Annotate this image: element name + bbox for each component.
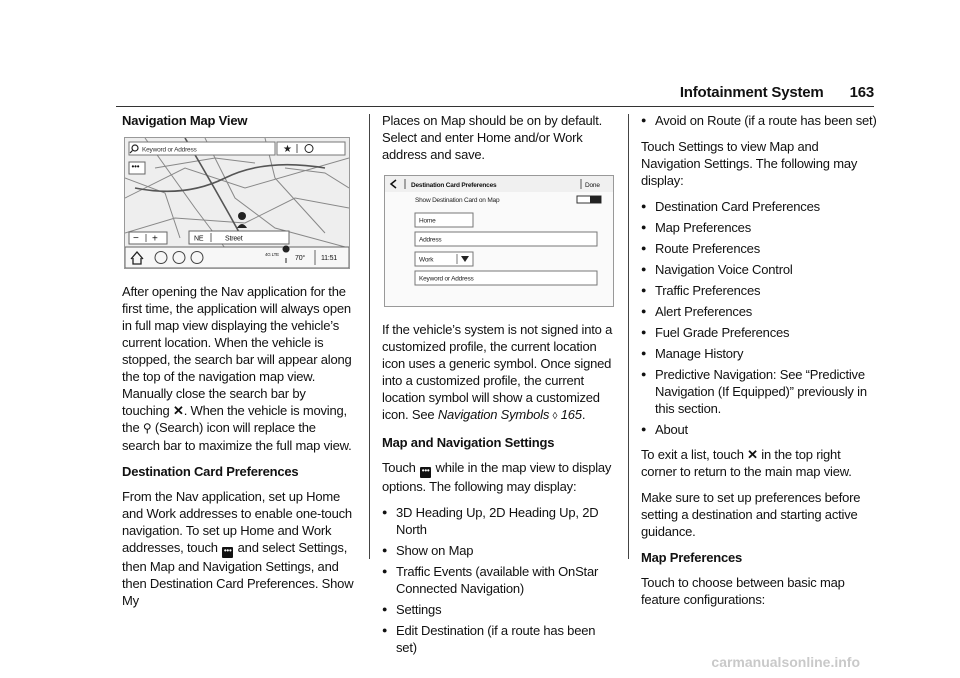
list-item: ● Predictive Navigation: See “Predictive Navigation (If Equipped)” previously in this section. — [641, 366, 877, 417]
work-select: Work — [419, 256, 434, 264]
header-title: Infotainment System — [679, 84, 824, 101]
heading-destination-card-preferences: Destination Card Preferences — [122, 464, 299, 479]
paragraph-map-preferences: Touch to choose between basic map feature configurations: — [641, 575, 845, 607]
column-divider-2 — [628, 114, 629, 559]
column-divider-1 — [369, 114, 370, 559]
heading-map-preferences: Map Preferences — [641, 550, 743, 565]
paragraph-map-view: After opening the Nav application for the first time, the application will always open in full map view displaying the vehicle’s current location. When the vehicle is stopped, the search bar will appear along the top of the navigation map view. Manually close the search bar by touching ✕. When the vehicle is moving, the ⚲ (Search) icon will replace the search bar to maximize the full map view. — [122, 284, 352, 453]
options-list — [382, 504, 614, 656]
paragraph-destination-card: From the Nav application, set up Home and Work addresses to enable one-touch navigation. To set up Home and Work addresses, touch ••• and select Settings, then Map and Navigation Settings, and then Destination Card Preferences. Show My — [122, 489, 354, 608]
close-x-icon: ✕ — [747, 447, 758, 462]
keyword-field: Keyword or Address — [419, 275, 474, 283]
column-2 — [382, 112, 614, 660]
vehicle-location-icon — [238, 212, 246, 220]
toggle-switch — [590, 196, 601, 203]
settings-list — [641, 198, 877, 438]
paragraph-touch-settings: Touch Settings to view Map and Navigation Settings. The following may display: — [641, 139, 858, 188]
list-item: ● Map Preferences — [641, 219, 877, 236]
lte-indicator: 4G LTE — [265, 252, 279, 257]
list-item: ● Edit Destination (if a route has been set) — [382, 622, 614, 656]
page-ref-icon: ◊ — [552, 411, 558, 422]
destination-card-preferences-figure — [384, 175, 614, 307]
list-item: ● Navigation Voice Control — [641, 261, 877, 278]
page-number: 163 — [849, 84, 874, 101]
search-magnifier-icon: ⚲ — [142, 421, 152, 435]
navigation-map-figure — [124, 137, 350, 269]
site-watermark: carmanualsonline.info — [711, 654, 860, 670]
list-item: ● Destination Card Preferences — [641, 198, 877, 215]
list-item: ● Traffic Events (available with OnStar Connected Navigation) — [382, 563, 614, 597]
clock-text: 11:51 — [321, 255, 337, 262]
paragraph-preferences-before: Make sure to set up preferences before setting a destination and starting active guidance. — [641, 490, 861, 539]
paragraph-touch-options: Touch ••• while in the map view to display options. The following may display: — [382, 460, 612, 494]
paragraph-exit-list: To exit a list, touch ✕ in the top right corner to return to the main map view. — [641, 447, 852, 479]
address-field: Address — [419, 236, 442, 244]
show-card-label: Show Destination Card on Map — [415, 197, 500, 204]
heading-map-nav-settings: Map and Navigation Settings — [382, 435, 555, 450]
favorite-star-icon: ★ — [283, 144, 292, 155]
list-item: ● Avoid on Route (if a route has been set) — [641, 112, 877, 129]
list-item: ● Traffic Preferences — [641, 282, 877, 299]
more-options-icon: ••• — [222, 547, 233, 558]
navigation-symbols-link[interactable]: Navigation Symbols — [437, 407, 550, 422]
map-heading-text: NE — [194, 235, 204, 243]
heading-navigation-map-view: Navigation Map View — [122, 113, 248, 128]
list-item: ● Fuel Grade Preferences — [641, 324, 877, 341]
page-ref-number: 165 — [560, 407, 582, 422]
zoom-in-icon: + — [152, 233, 158, 245]
home-field: Home — [419, 217, 436, 225]
page-header — [680, 84, 874, 101]
list-item: ● Alert Preferences — [641, 303, 877, 320]
more-options-icon: ••• — [131, 162, 140, 171]
map-street-text: Street — [225, 235, 243, 243]
header-rule — [116, 106, 874, 107]
list-item: ● 3D Heading Up, 2D Heading Up, 2D North — [382, 504, 614, 538]
map-search-placeholder: Keyword or Address — [142, 146, 197, 154]
more-options-icon: ••• — [420, 467, 431, 478]
done-button: Done — [585, 182, 600, 189]
paragraph-places-on-map: Places on Map should be on by default. Select and enter Home and/or Work address and save. — [382, 113, 603, 162]
list-item: ● About — [641, 421, 877, 438]
list-item: ● Route Preferences — [641, 240, 877, 257]
list-item: ● Settings — [382, 601, 614, 618]
zoom-out-icon: − — [133, 233, 139, 244]
paragraph-profile-icon: If the vehicle’s system is not signed into a customized profile, the current location icon uses a generic symbol. Once signed into a customized profile, the current location symbol will show a customized icon. See Navigation Symbols ◊ 165. — [382, 322, 613, 422]
list-item: ● Manage History — [641, 345, 877, 362]
close-x-icon: ✕ — [172, 403, 184, 418]
temperature-text: 70° — [295, 255, 305, 262]
list-item: ● Show on Map — [382, 542, 614, 559]
column-1 — [122, 112, 354, 618]
column-3 — [641, 112, 877, 617]
dest-card-title: Destination Card Preferences — [411, 182, 497, 189]
